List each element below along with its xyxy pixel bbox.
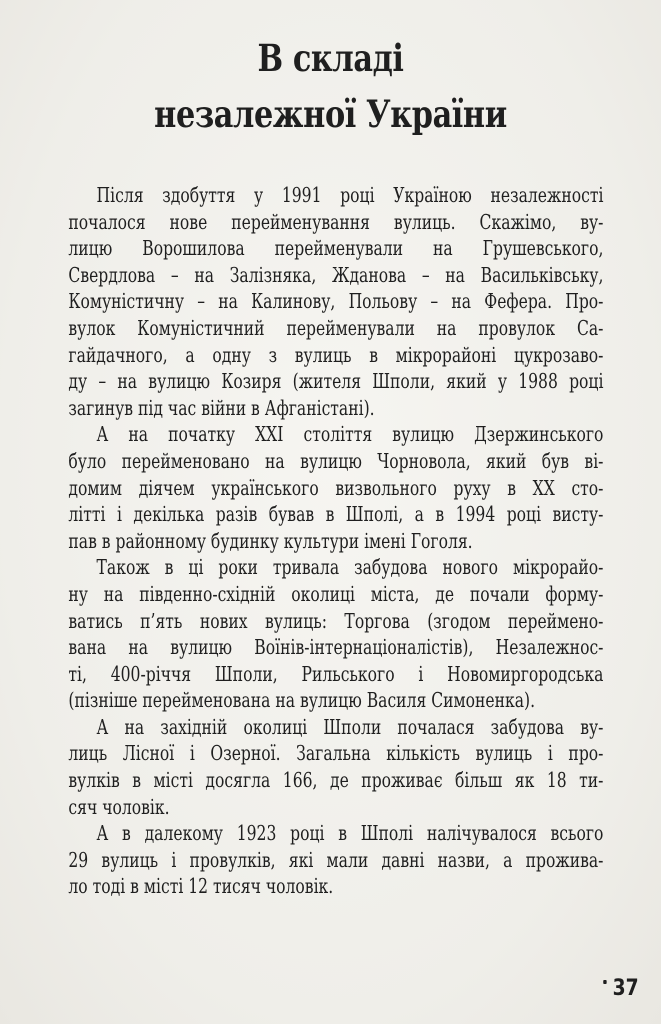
text-line: А на початку ХХІ століття вулицю Дзержинського xyxy=(96,422,604,447)
text-line: лицю Ворошилова перейменували на Грушевського, xyxy=(68,236,604,261)
text-line: (пізніше перейменована на вулицю Василя Симоненка). xyxy=(68,688,536,713)
text-line: Також в ці роки тривала забудова нового мікрорайо- xyxy=(96,555,604,580)
text-line: було перейменовано на вулицю Чорновола, який був ві- xyxy=(68,448,604,473)
text-line: ду – на вулицю Козиря (жителя Шполи, який у 1988 році xyxy=(68,369,604,394)
text-line: лиць Лісної і Озерної. Загальна кількість вулиць і про- xyxy=(68,741,604,766)
text-line: гайдачного, а одну з вулиць в мікрорайоні цукрозаво- xyxy=(68,342,604,367)
text-line: пав в районному будинку культури імені Гоголя. xyxy=(68,528,473,553)
paragraph xyxy=(0,421,610,554)
text-line: вулків в місті досягла 166, де проживає більш як 18 ти- xyxy=(68,768,604,793)
text-line: літті і декілька разів бував в Шполі, а в 1994 році висту- xyxy=(68,502,604,527)
text-line: 29 вулиць і провулків, які мали давні назви, а прожива- xyxy=(68,847,604,872)
text-line: почалося нове перейменування вулиць. Скажімо, ву- xyxy=(68,209,604,234)
chapter-title-line-1: В складі xyxy=(257,36,404,80)
chapter-title-line-2: незалежної України xyxy=(154,92,507,136)
body-text xyxy=(0,182,610,900)
text-line: ті, 400-річчя Шполи, Рильського і Новомиргородська xyxy=(68,661,604,686)
text-line: сяч чоловік. xyxy=(68,794,170,819)
text-line: А на західній околиці Шполи почалася забудова ву- xyxy=(96,714,604,739)
text-line: Комуністичну – на Калинову, Польову – на Фефера. Про- xyxy=(68,289,604,314)
text-line: ватись п’ять нових вулиць: Торгова (згодом переймено- xyxy=(68,608,604,633)
page-number: 37 xyxy=(612,976,639,1001)
paragraph xyxy=(0,714,610,820)
text-line: Свердлова – на Залізняка, Жданова – на Васильківську, xyxy=(68,262,604,287)
text-line: Після здобуття у 1991 році Україною незалежності xyxy=(96,183,604,207)
text-line: А в далекому 1923 році в Шполі налічувалося всього xyxy=(96,821,604,846)
text-line: ло тоді в місті 12 тисяч чоловік. xyxy=(68,874,334,899)
paragraph xyxy=(0,820,610,900)
text-line: вулок Комуністичний перейменували на провулок Са- xyxy=(68,315,604,340)
text-line: вана на вулицю Воїнів-інтернаціоналістів), Незалежнос- xyxy=(68,635,604,660)
text-line: ну на південно-східній околиці міста, де почали форму- xyxy=(68,581,604,606)
text-line: домим діячем українського визвольного руху в ХХ сто- xyxy=(68,475,604,500)
paragraph xyxy=(0,554,610,714)
text-line: загинув під час війни в Афганістані). xyxy=(68,395,375,420)
chapter-title xyxy=(59,30,601,142)
paragraph xyxy=(0,182,610,421)
